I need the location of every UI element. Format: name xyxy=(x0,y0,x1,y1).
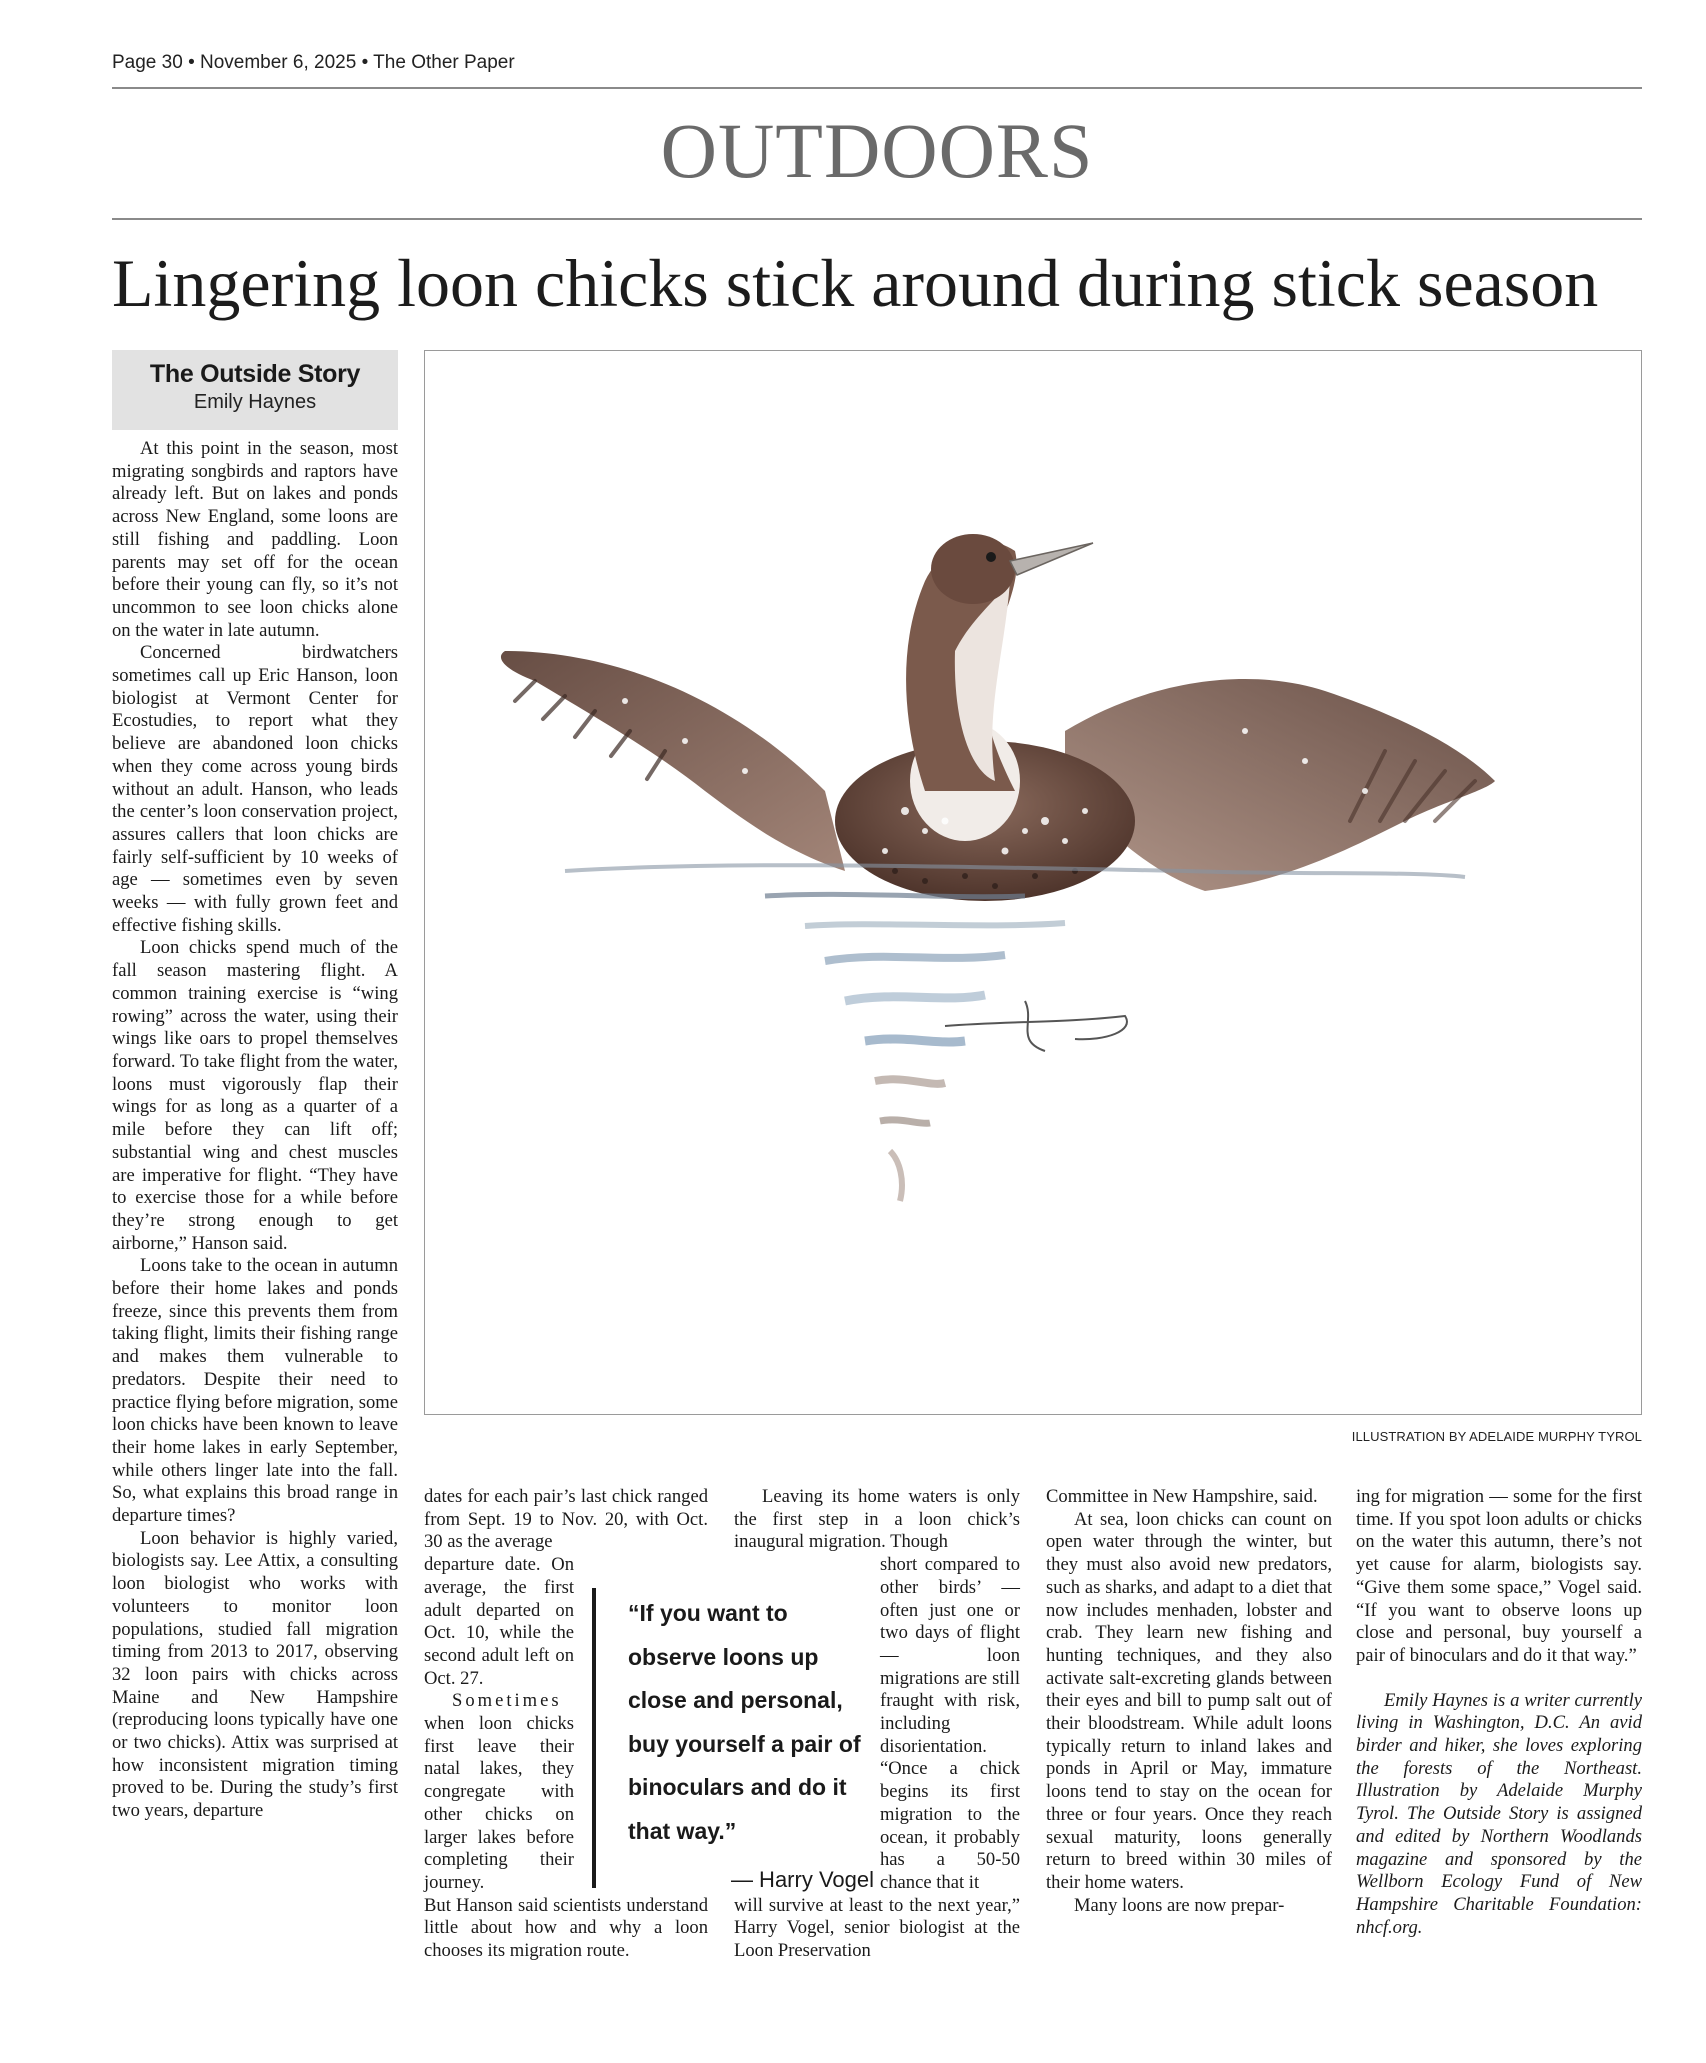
pull-quote-text: “If you want to observe loons up close and personal, buy yourself a pair of binoculars and do it that way.” xyxy=(628,1600,861,1844)
paragraph: Loon chicks spend much of the fall season mastering flight. A common training exercise is “wing rowing” across the water, using their wings like oars to propel themselves forward. To take flight from the water, loons must vigorously flap their wings for as long as a quarter of a mile before they can lift off; substantial wing and chest muscles are imperative for flight. “They have to exercise those for a while before they’re strong enough to get airborne,” Hanson said. xyxy=(112,937,398,1254)
paragraph: Leaving its home waters is only the first step in a loon chick’s inaugural migration. Though xyxy=(734,1486,1020,1553)
article-column-4 xyxy=(1046,1486,1332,1917)
kicker-author: Emily Haynes xyxy=(193,391,317,413)
paragraph-text: when loon chicks first leave their natal lakes, they congregate with other chicks on larger lakes before completing their journey. xyxy=(424,1713,574,1893)
paragraph: ing for migration — some for the first time. If you spot loon adults or chicks on the water this autumn, there’s not yet cause for alarm, biologists say. “Give them some space,” Vogel said. “If you want to observe loons up close and personal, buy yourself a pair of binoculars and do it that way.” xyxy=(1356,1486,1642,1666)
paragraph: Loon behavior is highly varied, biologists say. Lee Attix, a consulting loon biologist who works with volunteers to monitor loon populations, studied fall migration timing from 2013 to 2017, observing 32 loon pairs with chicks across Maine and New Hampshire (reproducing loons typically have one or two chicks). Attix was surprised at how inconsistent migration timing proved to be. During the study’s first two years, departure xyxy=(112,1527,398,1822)
loon-watercolor-image xyxy=(425,351,1640,1413)
article-column-1 xyxy=(112,438,398,1823)
kicker-title: The Outside Story xyxy=(149,360,361,388)
paragraph: Loons take to the ocean in autumn before their home lakes and ponds freeze, since this prevents them from taking flight, limits their fishing range and makes them vulnerable to predators. Despite their need to practice flying before migration, some loon chicks have been known to leave their home lakes in early September, while others linger late into the fall. So, what explains this broad range in departure times? xyxy=(112,1255,398,1527)
paragraph: Many loons are now prepar- xyxy=(1074,1894,1285,1916)
pull-quote xyxy=(592,1588,874,1892)
paragraph: At sea, loon chicks can count on open water through the winter, but they must also avoid new predators, such as sharks, and adapt to a diet that now includes menhaden, lobster and crab. They learn new fishing and hunting techniques, and they also activate salt-excreting glands between their eyes and bill to pump salt out of their bloodstream. While adult loons typically return to inland lakes and ponds in April or May, immature loons tend to stay on the ocean for three or four years. Once they reach sexual maturity, loons generally return to breed within 30 miles of their home waters. xyxy=(1046,1508,1332,1893)
loon-illustration xyxy=(424,350,1642,1415)
paragraph: departure date. On average, the first adult departed on Oct. 10, while the second adult left on Oct. 27. xyxy=(424,1554,574,1689)
paragraph: Committee in New Hampshire, said. xyxy=(1046,1486,1318,1507)
page-folio: Page 30 • November 6, 2025 • The Other Paper xyxy=(112,52,515,73)
author-bio: Emily Haynes is a writer currently living in Washington, D.C. An avid birder and hiker, she loves exploring the forests of the Northeast. Illustration by Adelaide Murphy Tyrol. The Outside Story is assigned and edited by Northern Woodlands magazine and sponsored by the Wellborn Ecology Fund of New Hampshire Charitable Foundation: nhcf.org. xyxy=(1356,1689,1642,1938)
top-rule xyxy=(112,87,1642,89)
article-column-5 xyxy=(1356,1486,1642,1939)
illustration-credit: ILLUSTRATION BY ADELAIDE MURPHY TYROL xyxy=(1351,1429,1642,1444)
pull-quote-attribution: — Harry Vogel xyxy=(730,1867,874,1892)
paragraph: short compared to other birds’ — often just one or two days of flight — loon migrations are still fraught with risk, including disorientation. “Once a chick begins its first migration to the ocean, it probably has a 50-50 chance that it xyxy=(880,1554,1020,1893)
paragraph: At this point in the season, most migrating songbirds and raptors have already left. But on lakes and ponds across New England, some loons are still fishing and paddling. Loon parents may set off for the ocean before their young can fly, so it’s not uncommon to see loon chicks alone on the water in late autumn. xyxy=(112,438,398,641)
section-title: OUTDOORS xyxy=(660,107,1094,194)
column-kicker-box xyxy=(112,350,398,430)
paragraph: Concerned birdwatchers sometimes call up Eric Hanson, loon biologist at Vermont Center for Ecostudies, to report what they believe are abandoned loon chicks when they come across young birds without an adult. Hanson, who leads the center’s loon conservation project, assures callers that loon chicks are fairly self-sufficient by 10 weeks of age — sometimes even by seven weeks — with fully grown feet and effective fishing skills. xyxy=(112,642,398,936)
headline: Lingering loon chicks stick around during stick season xyxy=(112,245,1599,321)
paragraph: But Hanson said scientists understand little about how and why a loon chooses its migration route. xyxy=(424,1894,708,1962)
paragraph xyxy=(424,1690,574,1894)
paragraph: will survive at least to the next year,” Harry Vogel, senior biologist at the Loon Preservation xyxy=(734,1894,1020,1962)
section-rule xyxy=(112,218,1642,220)
spaced-word: Sometimes xyxy=(452,1690,562,1712)
paragraph: dates for each pair’s last chick ranged from Sept. 19 to Nov. 20, with Oct. 30 as the average xyxy=(424,1486,708,1553)
